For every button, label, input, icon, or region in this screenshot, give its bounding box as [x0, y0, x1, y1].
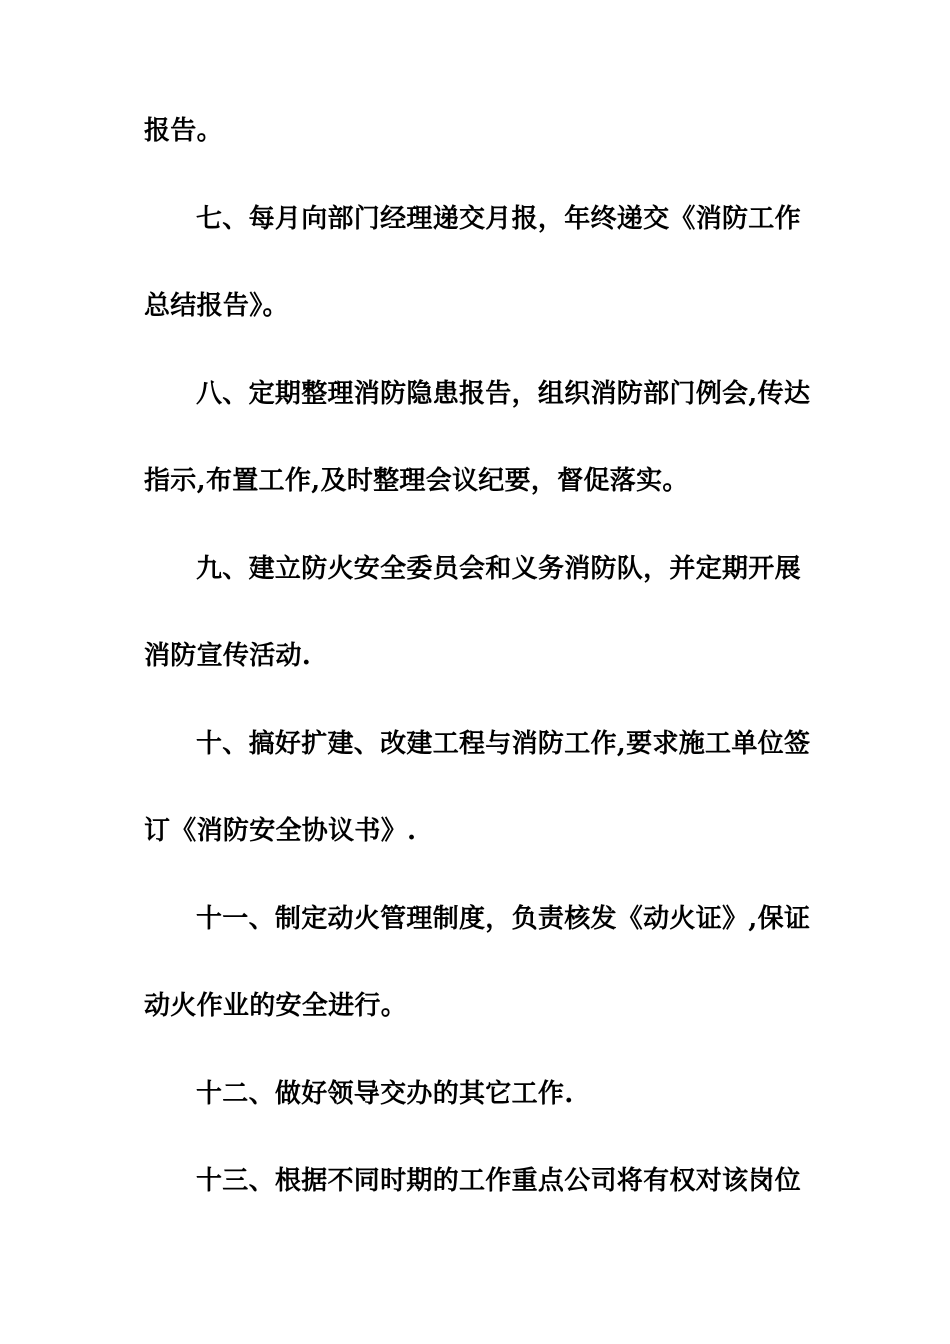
clause-9-line-2: 消防宣传活动.	[144, 641, 312, 671]
clause-10-line-2: 订《消防安全协议书》.	[144, 816, 417, 846]
clause-11-line-1: 十一、制定动火管理制度，负责核发《动火证》,保证	[196, 904, 811, 934]
clause-8-line-1: 八、定期整理消防隐患报告，组织消防部门例会,传达	[196, 379, 811, 409]
clause-9-line-1: 九、建立防火安全委员会和义务消防队，并定期开展	[196, 554, 801, 584]
clause-11-line-2: 动火作业的安全进行。	[144, 991, 408, 1021]
clause-10-line-1: 十、搞好扩建、改建工程与消防工作,要求施工单位签	[196, 729, 811, 759]
clause-8-line-2: 指示,布置工作,及时整理会议纪要，督促落实。	[144, 466, 689, 496]
clause-12-line-1: 十二、做好领导交办的其它工作.	[196, 1079, 574, 1109]
clause-7-line-1: 七、每月向部门经理递交月报，年终递交《消防工作	[196, 204, 801, 234]
clause-7-line-2: 总结报告》。	[144, 291, 289, 321]
text-line-report-end: 报告。	[144, 116, 223, 146]
clause-13-line-1: 十三、根据不同时期的工作重点公司将有权对该岗位	[196, 1166, 801, 1196]
